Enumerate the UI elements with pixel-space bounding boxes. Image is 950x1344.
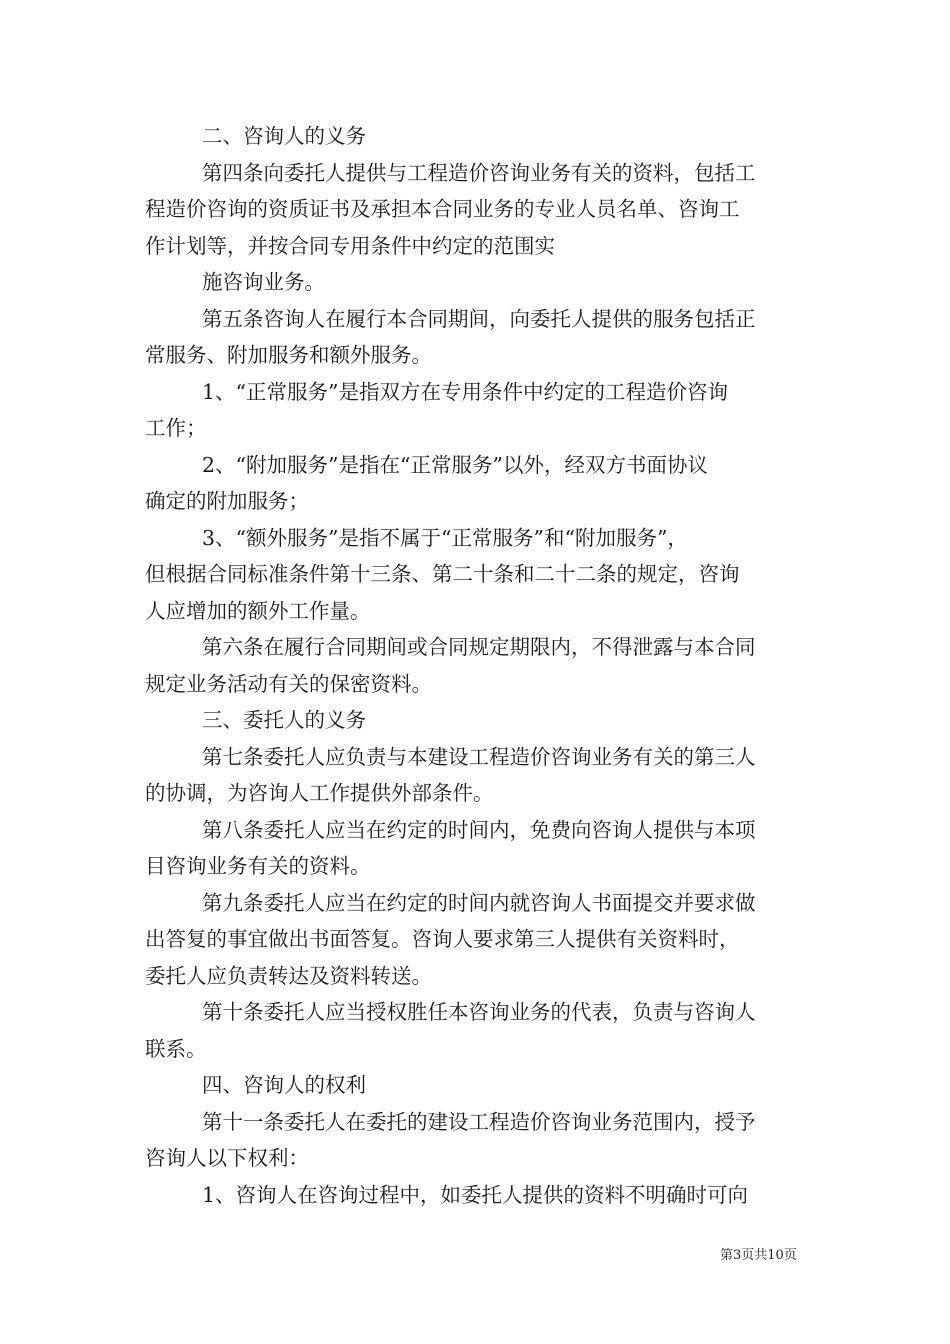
text-line: 工作； [145, 416, 207, 440]
text-line: 作计划等，并按合同专用条件中约定的范围实 [145, 233, 555, 258]
text-line: 3、“额外服务”是指不属于“正常服务”和“附加服务”， [202, 525, 688, 550]
text-line: 确定的附加服务； [145, 489, 309, 513]
text-line: 的协调，为咨询人工作提供外部条件。 [145, 781, 494, 805]
text-line: 第九条委托人应当在约定的时间内就咨询人书面提交并要求做 [202, 890, 756, 915]
text-line: 施咨询业务。 [202, 270, 325, 294]
text-line: 人应增加的额外工作量。 [145, 598, 371, 623]
text-line: 规定业务活动有关的保密资料。 [145, 671, 432, 696]
text-line: 联系。 [145, 1036, 207, 1061]
text-line: 1、咨询人在咨询过程中，如委托人提供的资料不明确时可向 [202, 1182, 749, 1207]
text-line: 1、“正常服务”是指双方在专用条件中约定的工程造价咨询 [202, 379, 729, 404]
text-line: 咨询人以下权利： [145, 1146, 309, 1170]
text-line: 第十一条委托人在委托的建设工程造价咨询业务范围内，授予 [202, 1109, 756, 1134]
text-line: 第四条向委托人提供与工程造价咨询业务有关的资料，包括工 [202, 160, 756, 185]
text-line: 第七条委托人应负责与本建设工程造价咨询业务有关的第三人 [202, 744, 756, 769]
document-body [145, 118, 810, 1213]
text-line: 程造价咨询的资质证书及承担本合同业务的专业人员名单、咨询工 [145, 197, 740, 221]
text-line: 三、委托人的义务 [202, 708, 366, 732]
text-line: 但根据合同标准条件第十三条、第二十条和二十二条的规定，咨询 [145, 562, 740, 586]
text-line: 出答复的事宜做出书面答复。咨询人要求第三人提供有关资料时， [145, 927, 740, 951]
text-line: 第六条在履行合同期间或合同规定期限内，不得泄露与本合同 [202, 635, 756, 659]
text-line: 二、咨询人的义务 [202, 124, 366, 148]
text-line: 2、“附加服务”是指在“正常服务”以外，经双方书面协议 [202, 452, 708, 477]
text-line: 四、咨询人的权利 [202, 1073, 366, 1097]
page-number-footer: 第3页共10页 [720, 1248, 797, 1263]
text-line: 第八条委托人应当在约定的时间内，免费向咨询人提供与本项 [202, 817, 756, 842]
text-line: 第五条咨询人在履行本合同期间，向委托人提供的服务包括正 [202, 306, 756, 331]
text-line: 常服务、附加服务和额外服务。 [145, 343, 432, 367]
text-line: 委托人应负责转达及资料转送。 [145, 963, 432, 988]
text-line: 目咨询业务有关的资料。 [145, 854, 371, 878]
text-line: 第十条委托人应当授权胜任本咨询业务的代表，负责与咨询人 [202, 1000, 756, 1024]
